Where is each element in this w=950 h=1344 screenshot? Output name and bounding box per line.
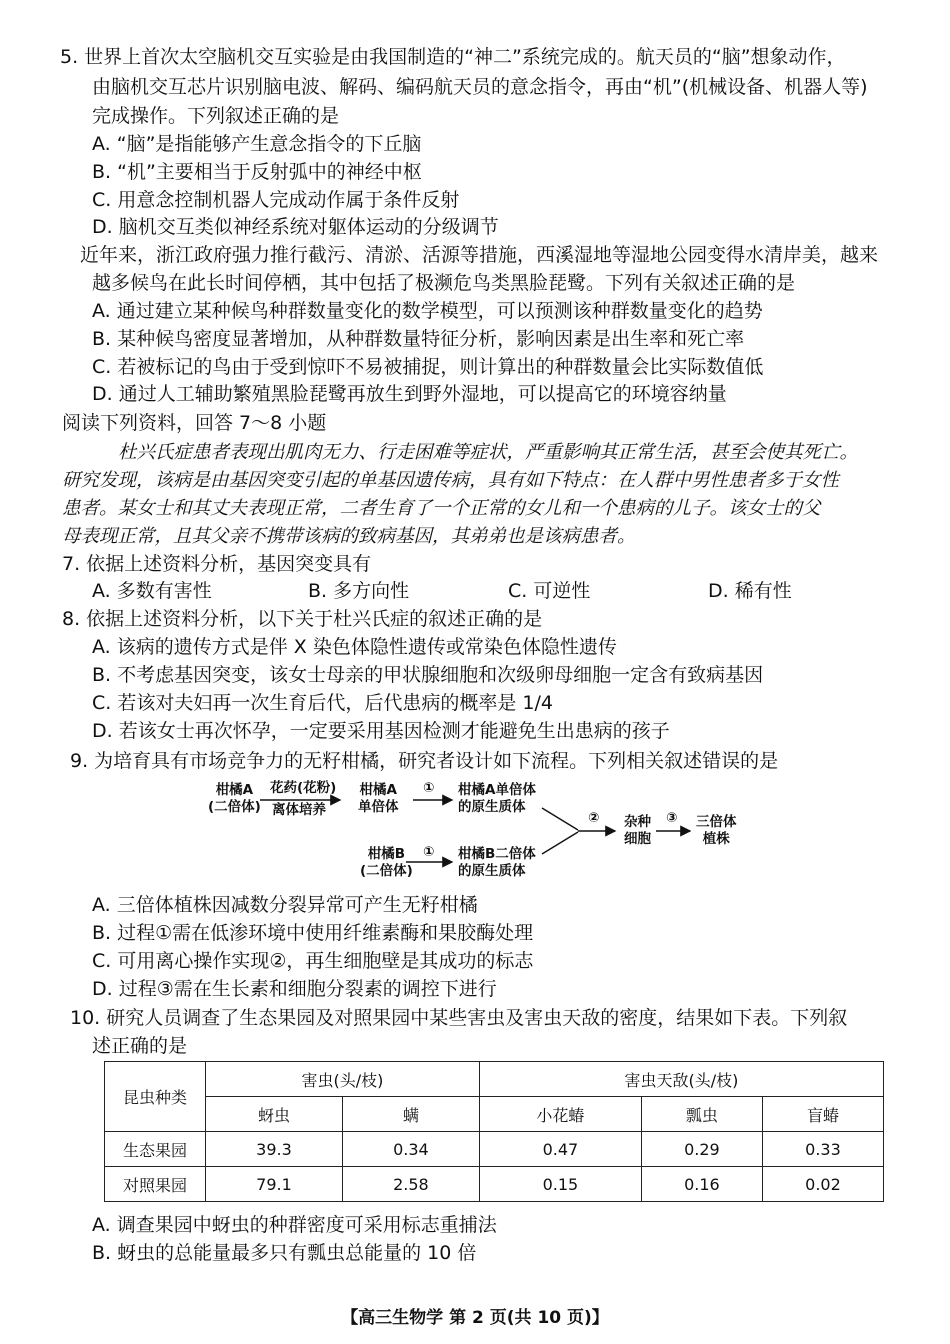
passage-line-2: 研究发现，该病是由基因突变引起的单基因遗传病，具有如下特点：在人群中男性患者多于女性: [62, 470, 840, 491]
q5-option-d: D. 脑机交互类似神经系统对躯体运动的分级调节: [92, 216, 499, 238]
q9-option-b: B. 过程①需在低渗环境中使用纤维素酶和果胶酶处理: [92, 922, 534, 944]
table-cell: 79.1: [206, 1167, 343, 1202]
q5-stem-line-1: 5. 世界上首次太空脑机交互实验是由我国制造的“神二”系统完成的。航天员的“脑”想象动作，: [60, 46, 846, 68]
arrow-merge-bottom: [542, 832, 578, 854]
insect-density-table: [104, 1061, 884, 1202]
flow-citrus-a-haploid: 柑橘A 单倍体: [358, 782, 399, 815]
table-cell: 2.58: [342, 1167, 479, 1202]
q6-option-a: A. 通过建立某种候鸟种群数量变化的数学模型，可以预测该种群数量变化的趋势: [92, 300, 763, 322]
table-col-header: 小花蝽: [479, 1097, 641, 1132]
q9-option-c: C. 可用离心操作实现②，再生细胞壁是其成功的标志: [92, 950, 534, 972]
table-col-header: 螨: [342, 1097, 479, 1132]
table-col-header: 瓢虫: [641, 1097, 762, 1132]
q6-option-d: D. 通过人工辅助繁殖黑脸琵鹭再放生到野外湿地，可以提高它的环境容纳量: [92, 383, 727, 405]
passage-line-4: 母表现正常，且其父亲不携带该病的致病基因，其弟弟也是该病患者。: [62, 526, 636, 547]
table-row: [105, 1167, 884, 1202]
q7-stem: 7. 依据上述资料分析，基因突变具有: [62, 553, 372, 575]
page-footer: 【高三生物学 第 2 页(共 10 页)】: [341, 1308, 609, 1328]
flow-step2-label: ②: [588, 810, 600, 826]
flow-citrus-b: 柑橘B (二倍体): [360, 846, 413, 879]
flow-anther-culture-top: 花药(花粉): [270, 780, 337, 796]
table-col-header: 蚜虫: [206, 1097, 343, 1132]
q6-option-c: C. 若被标记的鸟由于受到惊吓不易被捕捉，则计算出的种群数量会比实际数值低: [92, 356, 764, 378]
q5-option-a: A. “脑”是指能够产生意念指令的下丘脑: [92, 133, 422, 155]
table-cell: 0.47: [479, 1132, 641, 1167]
table-cell: 0.15: [479, 1167, 641, 1202]
q8-option-c: C. 若该对夫妇再一次生育后代，后代患病的概率是 1/4: [92, 692, 553, 714]
q5-stem-line-3: 完成操作。下列叙述正确的是: [92, 105, 340, 127]
table-col-header: 盲蝽: [762, 1097, 883, 1132]
flow-citrus-a: 柑橘A (二倍体): [208, 782, 261, 815]
table-cell: 0.02: [762, 1167, 883, 1202]
q10-option-a: A. 调查果园中蚜虫的种群密度可采用标志重捕法: [92, 1214, 497, 1236]
table-cell: 0.29: [641, 1132, 762, 1167]
flow-step1-label-a: ①: [423, 780, 435, 796]
q9-stem: 9. 为培育具有市场竞争力的无籽柑橘，研究者设计如下流程。下列相关叙述错误的是: [70, 750, 779, 772]
table-row-label: 生态果园: [105, 1132, 206, 1167]
q5-stem-line-2: 由脑机交互芯片识别脑电波、解码、编码航天员的意念指令，再由“机”(机械设备、机器人等): [92, 76, 868, 98]
q6-stem-line-1: 近年来，浙江政府强力推行截污、清淤、活源等措施，西溪湿地等湿地公园变得水清岸美，越来: [80, 244, 879, 266]
q10-option-b: B. 蚜虫的总能量最多只有瓢虫总能量的 10 倍: [92, 1242, 477, 1264]
table-cell: 39.3: [206, 1132, 343, 1167]
table-cell: 0.34: [342, 1132, 479, 1167]
table-row-label: 对照果园: [105, 1167, 206, 1202]
q7-option-d: D. 稀有性: [708, 580, 792, 602]
q8-stem: 8. 依据上述资料分析，以下关于杜兴氏症的叙述正确的是: [62, 608, 543, 630]
q8-option-a: A. 该病的遗传方式是伴 X 染色体隐性遗传或常染色体隐性遗传: [92, 636, 617, 658]
table-cell: 0.16: [641, 1167, 762, 1202]
flow-step3-label: ③: [666, 810, 678, 826]
q6-stem-line-2: 越多候鸟在此长时间停栖，其中包括了极濒危鸟类黑脸琵鹭。下列有关叙述正确的是: [92, 272, 796, 294]
q6-option-b: B. 某种候鸟密度显著增加，从种群数量特征分析，影响因素是出生率和死亡率: [92, 328, 745, 350]
q7-option-b: B. 多方向性: [308, 580, 410, 602]
flow-anther-culture-bottom: 离体培养: [272, 802, 326, 818]
q9-option-a: A. 三倍体植株因减数分裂异常可产生无籽柑橘: [92, 894, 478, 916]
table-group-enemies: 害虫天敌(头/枝): [479, 1062, 883, 1097]
table-group-pests: 害虫(头/枝): [206, 1062, 480, 1097]
q10-stem-line-1: 10. 研究人员调查了生态果园及对照果园中某些害虫及害虫天敌的密度，结果如下表。下列叙: [70, 1007, 848, 1029]
table-row: [105, 1132, 884, 1167]
flow-b-protoplast: 柑橘B二倍体 的原生质体: [458, 846, 536, 879]
q9-flowchart: [190, 778, 790, 888]
q5-option-b: B. “机”主要相当于反射弧中的神经中枢: [92, 161, 422, 183]
table-row-header: 昆虫种类: [105, 1062, 206, 1132]
flow-triploid-plant: 三倍体 植株: [696, 814, 737, 847]
q8-option-d: D. 若该女士再次怀孕，一定要采用基因检测才能避免生出患病的孩子: [92, 720, 670, 742]
q5-option-c: C. 用意念控制机器人完成动作属于条件反射: [92, 189, 460, 211]
flow-step1-label-b: ①: [423, 844, 435, 860]
table-cell: 0.33: [762, 1132, 883, 1167]
passage-line-1: 杜兴氏症患者表现出肌肉无力、行走困难等症状，严重影响其正常生活，甚至会使其死亡。: [118, 442, 859, 463]
q10-stem-line-2: 述正确的是: [92, 1035, 188, 1057]
flow-hybrid-cell: 杂种 细胞: [624, 814, 651, 847]
arrow-merge-top: [542, 808, 578, 830]
q9-option-d: D. 过程③需在生长素和细胞分裂素的调控下进行: [92, 978, 497, 1000]
q7-option-c: C. 可逆性: [508, 580, 591, 602]
reading-intro: 阅读下列资料，回答 7～8 小题: [62, 412, 327, 434]
flow-a-protoplast: 柑橘A单倍体 的原生质体: [458, 782, 536, 815]
passage-line-3: 患者。某女士和其丈夫表现正常，二者生育了一个正常的女儿和一个患病的儿子。该女士的父: [62, 498, 821, 519]
q7-option-a: A. 多数有害性: [92, 580, 212, 602]
q8-option-b: B. 不考虑基因突变，该女士母亲的甲状腺细胞和次级卵母细胞一定含有致病基因: [92, 664, 764, 686]
